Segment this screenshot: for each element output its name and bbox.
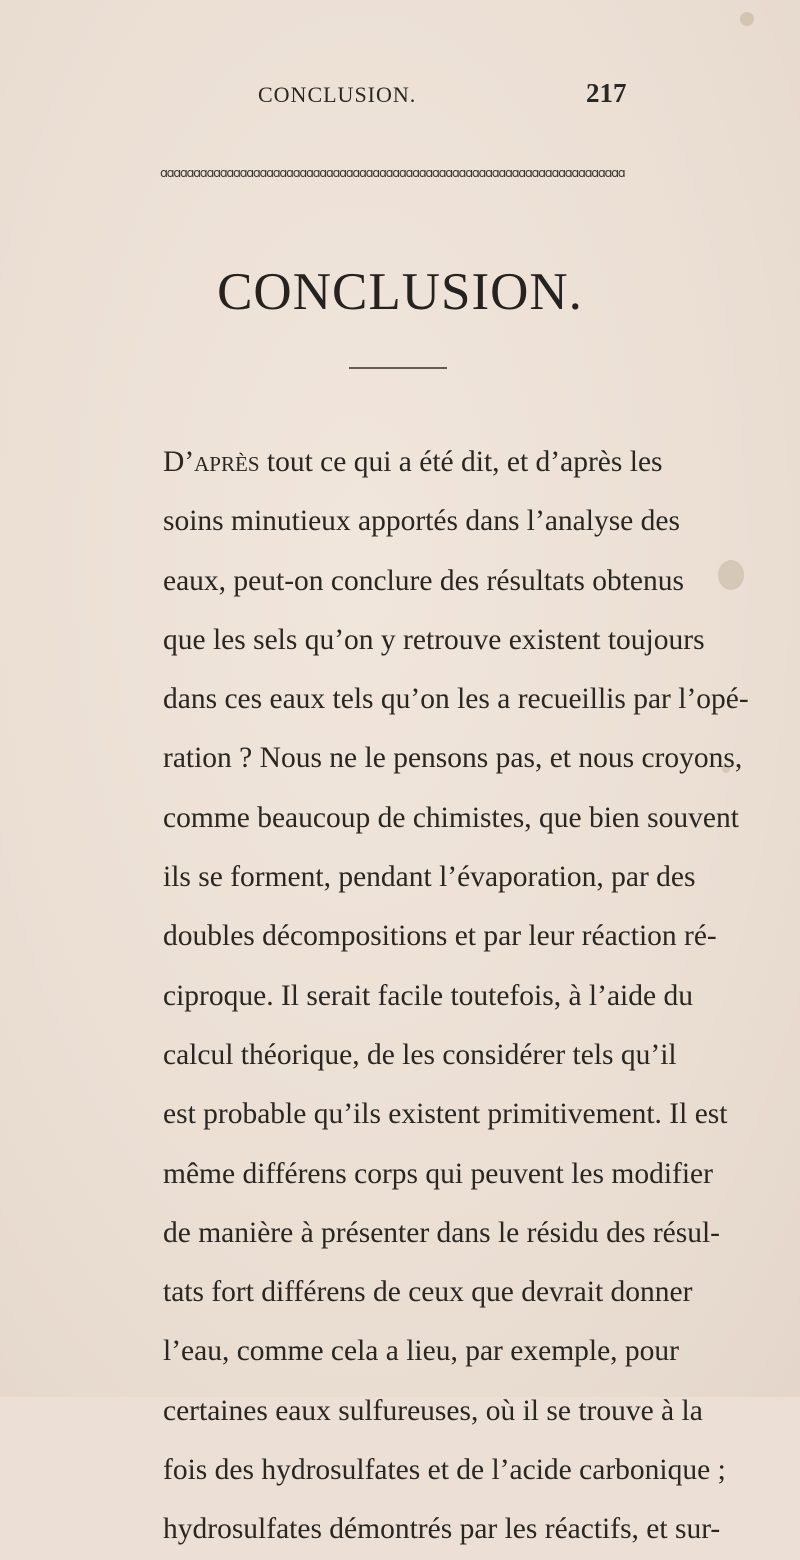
text-line: dans ces eaux tels qu’on les a recueillis par l’opé- <box>163 683 749 716</box>
first-word-initial: D <box>163 446 185 478</box>
chapter-title: CONCLUSION. <box>217 263 583 321</box>
text-line: de manière à présenter dans le résidu des résul- <box>163 1216 720 1249</box>
text-line: l’eau, comme cela a lieu, par exemple, pour <box>163 1335 680 1368</box>
text-line: que les sels qu’on y retrouve existent toujours <box>163 623 705 656</box>
text-line: soins minutieux apportés dans l’analyse des <box>163 505 680 538</box>
title-rule <box>349 367 447 369</box>
text-line: même différens corps qui peuvent les modifier <box>163 1157 713 1190</box>
text-line: hydrosulfates démontrés par les réactifs, et sur- <box>163 1513 721 1546</box>
text-line-content: tout ce qui a été dit, et d’après les <box>259 446 663 478</box>
text-line: certaines eaux sulfureuses, où il se trouve à la <box>163 1394 703 1427</box>
running-head <box>0 76 800 116</box>
text-line <box>163 433 663 492</box>
text-line: ration ? Nous ne le pensons pas, et nous croyons, <box>163 742 743 775</box>
foxing-spot <box>740 12 754 26</box>
body-text <box>163 433 749 1560</box>
text-line: fois des hydrosulfates et de l’acide carbonique ; <box>163 1454 726 1487</box>
text-line: ils se forment, pendant l’évaporation, par des <box>163 861 696 894</box>
text-line: est probable qu’ils existent primitivement. Il est <box>163 1098 728 1131</box>
foxing-spot <box>718 560 744 590</box>
text-line: calcul théorique, de les considérer tels qu’il <box>163 1038 677 1071</box>
text-line: ciproque. Il serait facile toutefois, à l’aide du <box>163 979 693 1012</box>
running-title: CONCLUSION. <box>258 82 417 107</box>
text-line: tats fort différens de ceux que devrait donner <box>163 1276 693 1309</box>
first-word-rest: ’après <box>184 446 260 478</box>
text-line: doubles décompositions et par leur réaction ré- <box>163 920 717 953</box>
text-line: comme beaucoup de chimistes, que bien souvent <box>163 801 739 834</box>
ornamental-border: ɑɑɑɑɑɑɑɑɑɑɑɑɑɑɑɑɑɑɑɑɑɑɑɑɑɑɑɑɑɑɑɑɑɑɑɑɑɑɑɑɑɑɑɑɑɑɑɑɑɑɑɑɑɑɑɑɑɑɑɑɑɑɑɑɑɑɑɑɑɑ <box>160 165 625 180</box>
page-number: 217 <box>586 78 627 108</box>
text-line: eaux, peut-on conclure des résultats obtenus <box>163 564 685 597</box>
